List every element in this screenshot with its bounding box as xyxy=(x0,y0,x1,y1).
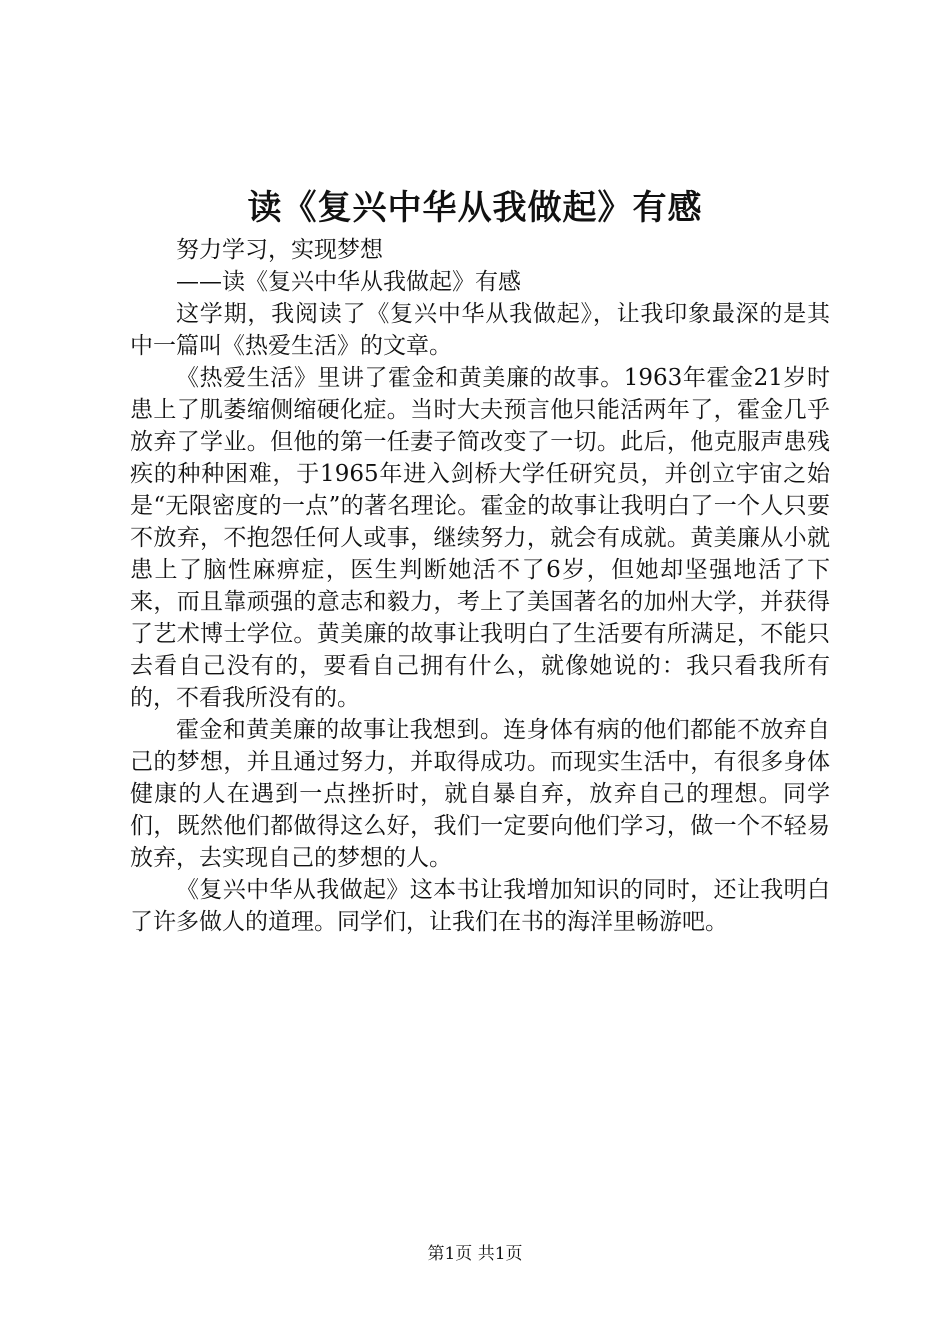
paragraph: 霍金和黄美廉的故事让我想到。连身体有病的他们都能不放弃自己的梦想，并且通过努力，并取得成功。而现实生活中，有很多身体健康的人在遇到一点挫折时，就自暴自弃，放弃自己的理想。同学们，既然他们都做得这么好，我们一定要向他们学习，做一个不轻易放弃，去实现自己的梦想的人。 xyxy=(130,717,830,871)
subtitle: 努力学习，实现梦想 xyxy=(176,237,383,263)
page-footer: 第1页 共1页 xyxy=(427,1244,523,1264)
document-body xyxy=(130,234,830,938)
byline: ——读《复兴中华从我做起》有感 xyxy=(176,269,521,295)
paragraph: 这学期，我阅读了《复兴中华从我做起》，让我印象最深的是其中一篇叫《热爱生活》的文章。 xyxy=(130,301,830,359)
paragraph: 《热爱生活》里讲了霍金和黄美廉的故事。1963年霍金21岁时患上了肌萎缩侧缩硬化症。当时大夫预言他只能活两年了，霍金几乎放弃了学业。但他的第一任妻子简改变了一切。此后，他克服声患残疾的种种困难，于1965年进入剑桥大学任研究员，并创立宇宙之始是“无限密度的一点”的著名理论。霍金的故事让我明白了一个人只要不放弃，不抱怨任何人或事，继续努力，就会有成就。黄美廉从小就患上了脑性麻痹症，医生判断她活不了6岁，但她却坚强地活了下来，而且靠顽强的意志和毅力，考上了美国著名的加州大学，并获得了艺术博士学位。黄美廉的故事让我明白了生活要有所满足，不能只去看自己没有的，要看自己拥有什么，就像她说的：我只看我所有的，不看我所没有的。 xyxy=(130,365,830,711)
paragraph: 《复兴中华从我做起》这本书让我增加知识的同时，还让我明白了许多做人的道理。同学们，让我们在书的海洋里畅游吧。 xyxy=(130,877,830,935)
page-title: 读《复兴中华从我做起》有感 xyxy=(247,188,703,228)
